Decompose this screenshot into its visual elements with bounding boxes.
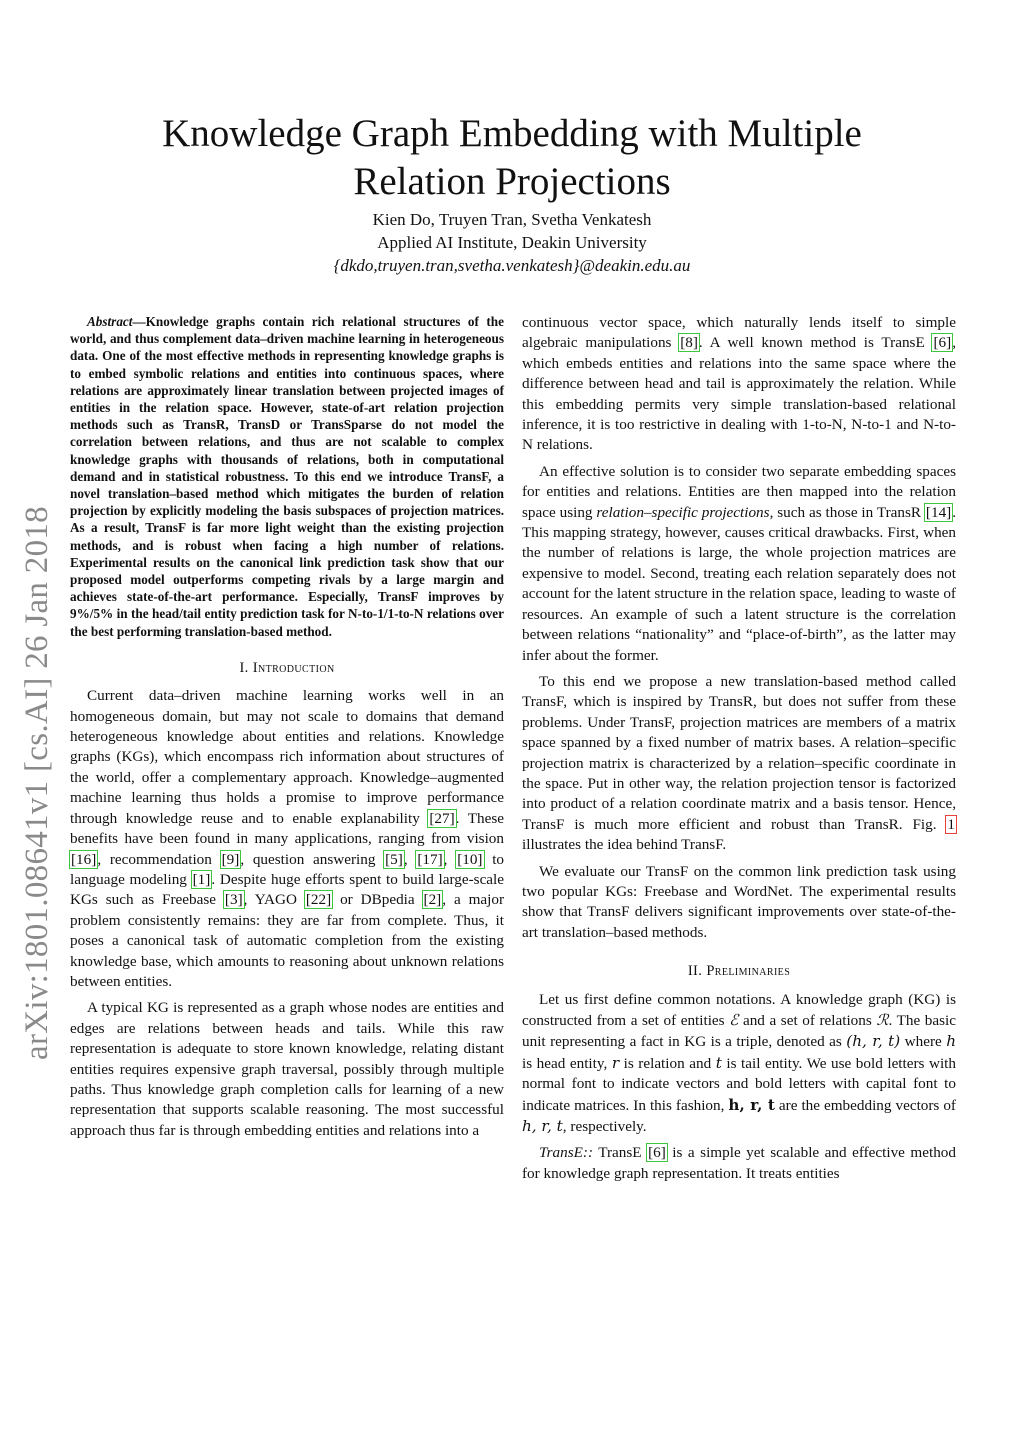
citation-link[interactable]: [2] xyxy=(423,891,442,909)
text-run: . Despite huge efforts spent to build large-scale KGs such as Freebase xyxy=(70,870,505,909)
entity-set-symbol: ℰ xyxy=(729,1011,739,1029)
arxiv-identifier: arXiv:1801.08641v1 [cs.AI] 26 Jan 2018 xyxy=(19,506,55,1060)
text-run: and a set of relations xyxy=(738,1012,877,1029)
citation-link[interactable]: [17] xyxy=(417,850,443,868)
abstract-text: —Knowledge graphs contain rich relational structures of the world, and thus complement data–driven machine learning in heterogeneous data. One of the most effective methods in representing knowledge graphs is to embed symbolic relations and entities into continuous spaces, where relations are approximately linear translation between projected images of entities in the relation space. However, state-of-art relation projection methods such as TransR, TransD or TransSparse do not model the correlation between relations, and thus are not scalable to complex knowledge graphs with thousands of relations, both in computational demand and in statistical robustness. To this end we introduce TransF, a novel translation–based method which mitigates the burden of relation projection by explicitly modeling the basis subspaces of projection matrices. As a result, TransF is far more light weight than the existing projection methods, and is robust when facing a high number of relations. Experimental results on the canonical link prediction task show that our proposed model outperforms competing rivals by a large margin and achieves state-of-the-art performance. Especially, TransF improves by 9%/5% in the head/tail entity prediction task for N-to-1/1-to-N relations over the best performing translation-based method. xyxy=(70,314,504,639)
intro-paragraph-5: We evaluate our TransF on the common link prediction task using two popular KGs: Freebase and WordNet. The experimental results show that TransF delivers significant improvements over state-of-the-art translation–based methods. xyxy=(522,862,956,941)
figure-link[interactable]: 1 xyxy=(947,815,955,833)
relation-set-symbol: ℛ xyxy=(876,1011,889,1029)
subsection-label-transe: TransE:: xyxy=(539,1144,594,1162)
text-run: or DBpedia xyxy=(332,891,423,909)
text-run: is a simple yet scalable and effective method for knowledge graph representation. It treats entities xyxy=(522,1144,956,1182)
text-run: TransE xyxy=(593,1144,648,1162)
prelim-paragraph-2 xyxy=(522,1143,956,1184)
text-run: Current data–driven machine learning works well in an homogeneous domain, but may not scale to domains that demand heterogeneous knowledge about entities and relations. Knowledge graphs (KGs), which encompass rich information about structures of the world, offer a complementary approach. Knowledge–augmented machine learning thus holds a promise to improve performance through knowledge reuse and to enable explanability xyxy=(70,687,504,827)
triple-notation: (h, r, t) xyxy=(846,1032,901,1051)
citation-link[interactable]: [1] xyxy=(192,870,211,888)
intro-paragraph-1 xyxy=(70,686,504,992)
abstract-lead: Abstract xyxy=(87,314,133,329)
head-symbol: h xyxy=(946,1032,957,1051)
text-run: , a major problem consistently remains: they are far from complete. Thus, it poses a canonical task of automatic completion from the existing knowledge base, which amounts to reasoning about unknown relations between entities. xyxy=(70,891,505,990)
text-run: , xyxy=(403,850,417,868)
text-run: illustrates the idea behind TransF. xyxy=(522,836,727,854)
citation-link[interactable]: [9] xyxy=(221,850,240,868)
text-run: , xyxy=(443,850,457,868)
author-names: Kien Do, Truyen Tran, Svetha Venkatesh xyxy=(372,210,652,229)
text-run: to language modeling xyxy=(70,850,505,888)
intro-paragraph-3 xyxy=(522,462,956,666)
left-column xyxy=(70,313,504,1147)
text-run: is tail entity. We use bold letters with normal font to indicate vectors and bold letters with capital font to indicate matrices. In this fashion, xyxy=(522,1054,956,1114)
citation-link[interactable]: [27] xyxy=(429,809,455,827)
text-run: where xyxy=(900,1033,947,1051)
right-column xyxy=(522,313,956,1190)
relation-symbol: r xyxy=(611,1053,620,1072)
section-heading-introduction: I. Introduction xyxy=(239,659,335,676)
text-run: Let us first define common notations. A knowledge graph (KG) is constructed from a set of entities xyxy=(522,990,956,1029)
author-emails: {dkdo,truyen.tran,svetha.venkatesh}@deakin.edu.au xyxy=(333,256,691,275)
text-run: To this end we propose a new translation-based method called TransF, which is inspired by TransR, but does not suffer from these problems. Under TransF, projection matrices are members of a matrix space spanned by a fixed number of matrix bases. A relation–specific projection matrix is characterized by a relation–specific coordinate in the space. Put in other way, the relation projection tensor is factorized into product of a relation coordinate matrix and a basis tensor. Hence, TransF is much more efficient and robust than TransR. Fig. xyxy=(522,672,956,833)
paper-title: Knowledge Graph Embedding with Multiple Relation Projections xyxy=(162,112,862,204)
citation-link[interactable]: [5] xyxy=(385,850,403,868)
text-run: is head entity, xyxy=(522,1054,612,1072)
citation-link[interactable]: [14] xyxy=(925,503,952,521)
text-run: are the embedding vectors of xyxy=(774,1096,956,1114)
hrt-symbols: h, r, t xyxy=(522,1117,563,1136)
embedding-vectors: h, r, t xyxy=(728,1095,775,1114)
text-run: . These benefits have been found in many applications, ranging from vision xyxy=(70,809,504,848)
author-block xyxy=(100,208,924,277)
text-run: . A well known method is TransE xyxy=(698,334,933,352)
intro-paragraph-2-continued xyxy=(522,313,956,456)
text-run: An effective solution is to consider two separate embedding spaces for entities and relations. Entities are then mapped into the relation space using xyxy=(522,462,956,521)
text-run: , question answering xyxy=(240,850,385,868)
prelim-paragraph-1 xyxy=(522,990,956,1138)
citation-link[interactable]: [3] xyxy=(224,891,243,909)
intro-paragraph-4 xyxy=(522,672,956,856)
text-run: , recommendation xyxy=(97,850,221,868)
emphasis: relation–specific projections xyxy=(596,503,770,521)
text-run: , YAGO xyxy=(243,891,305,909)
text-run: . The basic unit representing a fact in KG is a triple, denoted as xyxy=(522,1012,957,1051)
citation-link[interactable]: [22] xyxy=(305,891,332,909)
text-run: , respectively. xyxy=(562,1118,647,1136)
affiliation: Applied AI Institute, Deakin University xyxy=(377,233,647,252)
intro-paragraph-2: A typical KG is represented as a graph whose nodes are entities and edges are relations between heads and tails. While this raw representation is adequate to store known knowledge, relating distant entities requires expensive graph traversal, possibly through multiple paths. Thus knowledge graph completion calls for learning of a new representation that supports scalable reasoning. The most successful approach thus far is through embedding entities and relations into a xyxy=(70,999,504,1139)
abstract xyxy=(70,313,504,640)
citation-link[interactable]: [6] xyxy=(648,1144,666,1162)
citation-link[interactable]: [8] xyxy=(680,334,698,352)
text-run: is relation and xyxy=(619,1054,716,1072)
text-run: continuous vector space, which naturally lends itself to simple algebraic manipulations xyxy=(522,314,956,352)
citation-link[interactable]: [10] xyxy=(457,850,483,868)
section-heading-preliminaries: II. Preliminaries xyxy=(687,963,791,980)
tail-symbol: t xyxy=(715,1053,722,1072)
citation-link[interactable]: [6] xyxy=(933,334,952,352)
text-run: . This mapping strategy, however, causes critical drawbacks. First, when the number of relations is large, the whole projection matrices are expensive to model. Second, treating each relation separately does not account for the latent structure in the relation space, leading to waste of resources. An example of such a latent structure is the correlation between relations “nationality” and “place-of-birth”, as the latter may infer about the former. xyxy=(522,503,957,664)
citation-link[interactable]: [16] xyxy=(71,850,97,868)
text-run: , which embeds entities and relations into the same space where the difference between head and tail is approximately the relation. While this embedding permits very simple translation-based relational inference, it is too restrictive in dealing with 1-to-N, N-to-1 and N-to-N relations. xyxy=(522,334,956,454)
text-run: , such as those in TransR xyxy=(769,503,925,521)
